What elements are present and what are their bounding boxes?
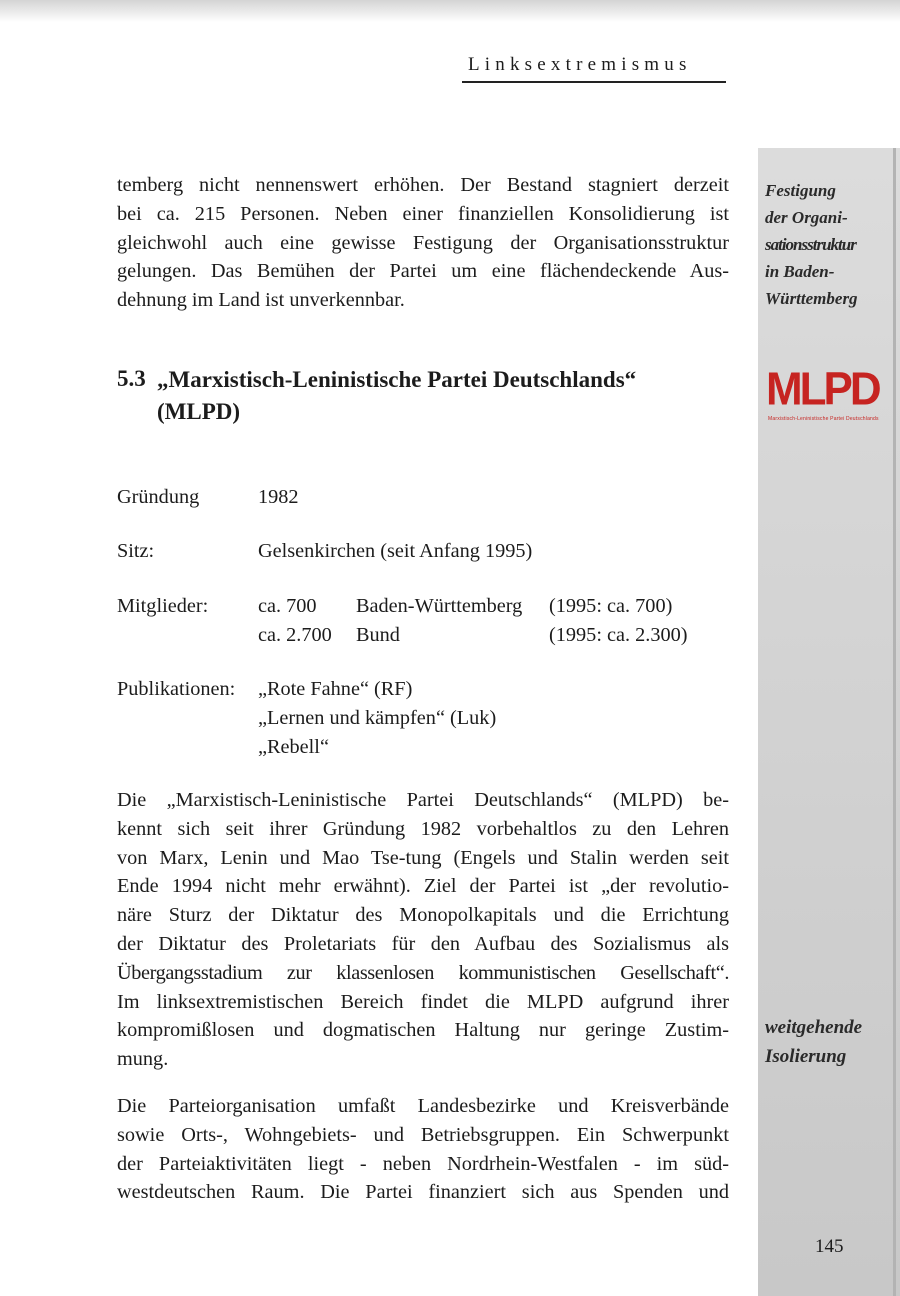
running-head-rule [462,81,726,83]
text-line: westdeutschen Raum. Die Partei finanziert sich aus Spenden und [117,1181,729,1204]
margin-note-line: Württemberg [765,289,858,308]
paragraph-1 [117,171,729,315]
margin-note-line: sationsstruktur [765,235,856,254]
margin-note-line: der Organi- [765,208,848,227]
section-title-line: (MLPD) [157,399,241,424]
margin-note-isolierung [765,1013,895,1071]
section-number: 5.3 [117,366,146,391]
text-line: bei ca. 215 Personen. Neben einer finanziellen Konsolidierung ist [117,202,729,225]
text-line: Die Parteiorganisation umfaßt Landesbezirke und Kreisverbände [117,1095,729,1117]
founding-value: 1982 [258,486,299,508]
members-label: Mitglieder: [117,595,209,617]
founding-label: Gründung [117,486,200,508]
members-region: Bund [356,624,400,646]
text-line: dehnung im Land ist unverkennbar. [117,289,405,312]
members-previous: (1995: ca. 700) [549,595,673,617]
margin-note-line: Isolierung [765,1046,847,1067]
text-line: sowie Orts-, Wohngebiets- und Betriebsgruppen. Ein Schwerpunkt [117,1123,729,1146]
mlpd-logo [760,363,900,428]
scan-top-shade [0,0,900,22]
text-line: Übergangsstadium zur klassenlosen kommunistischen Gesellschaft“. [117,961,729,984]
text-line: näre Sturz der Diktatur des Monopolkapitals und die Errichtung [117,904,729,927]
text-line: der Parteiaktivitäten liegt - neben Nordrhein-Westfalen - im süd- [117,1152,729,1175]
page-number: 145 [815,1236,844,1257]
text-line: temberg nicht nennenswert erhöhen. Der Bestand stagniert derzeit [117,174,729,196]
members-count: ca. 700 [258,595,317,617]
margin-note-line: weitgehende [765,1017,863,1038]
publications-label: Publikationen: [117,678,236,700]
seat-value: Gelsenkirchen (seit Anfang 1995) [258,540,533,562]
text-line: kennt sich seit ihrer Gründung 1982 vorbehaltlos zu den Lehren [117,817,729,840]
margin-sidebar [758,148,900,1296]
margin-note-line: in Baden- [765,262,835,281]
publication-item: „Rebell“ [258,736,329,758]
text-line: von Marx, Lenin und Mao Tse-tung (Engels und Stalin werden seit [117,846,729,869]
logo-word: MLPD [766,363,879,416]
members-region: Baden-Württemberg [356,595,523,617]
text-line: der Diktatur des Proletariats für den Aufbau des Sozialismus als [117,932,729,955]
section-title [157,364,717,428]
text-line: kompromißlosen und dogmatischen Haltung nur geringe Zustim- [117,1019,729,1042]
members-previous: (1995: ca. 2.300) [549,624,688,646]
section-title-line: „Marxistisch-Leninistische Partei Deutschlands“ [157,367,637,392]
running-head: Linksextremismus [468,54,692,75]
members-count: ca. 2.700 [258,624,332,646]
text-line: gleichwohl auch eine gewisse Festigung der Organisationsstruktur [117,231,729,254]
text-line: Die „Marxistisch-Leninistische Partei Deutschlands“ (MLPD) be- [117,789,729,811]
logo-subtitle: Marxistisch-Leninistische Partei Deutschlands [768,416,879,422]
margin-note-festigung [765,177,895,312]
paragraph-2 [117,786,729,1074]
paragraph-3 [117,1092,729,1207]
margin-note-line: Festigung [765,181,836,200]
publication-item: „Rote Fahne“ (RF) [258,678,413,700]
text-line: Ende 1994 nicht mehr erwähnt). Ziel der Partei ist „der revolutio- [117,875,729,898]
sidebar-edge [893,148,896,1296]
text-line: Im linksextremistischen Bereich findet die MLPD aufgrund ihrer [117,990,729,1013]
publication-item: „Lernen und kämpfen“ (Luk) [258,707,497,729]
text-line: mung. [117,1048,169,1071]
text-line: gelungen. Das Bemühen der Partei um eine flächendeckende Aus- [117,260,729,283]
seat-label: Sitz: [117,540,155,562]
